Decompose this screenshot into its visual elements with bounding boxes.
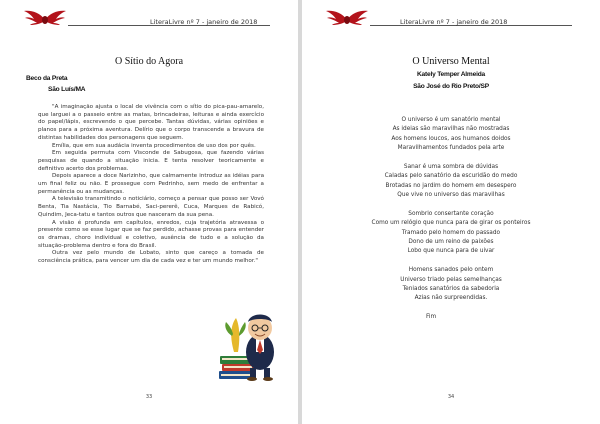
paragraph: A televisão transmitindo o noticiário, começo a pensar que posso ser Vovó Benta, Tia Nastácia, Tio Barnabé, Saci-pererê, Cuca, Marques de Rabicó, Quindim, Jeca-tatu e tantos outros que nasceram da sua pena. xyxy=(38,196,264,218)
winged-logo-icon xyxy=(22,8,68,28)
right-page xyxy=(302,0,600,424)
paragraph: Em seguida permuta com Visconde de Sabugosa, que fazendo várias pesquisas de quando a situação inicia. E tenta resolver teoricamente e definitivo acerto dos problemas. xyxy=(38,150,264,172)
poem-line: Caladas pelo sanatório da escuridão do medo xyxy=(384,173,518,180)
poem-line: Sombrio consertante coração xyxy=(408,210,494,217)
poem-line: Homens sanados pelo ontem xyxy=(408,267,494,274)
poem-line: Dono de um reino de paixões xyxy=(408,239,494,246)
poem-line: Sanar é uma sombra de dúvidas xyxy=(403,163,499,170)
winged-logo-icon xyxy=(324,8,370,28)
page-number: 34 xyxy=(447,394,455,400)
poem-line: As ideias são maravilhas não mostradas xyxy=(392,126,510,133)
poem-body xyxy=(342,116,560,323)
author-location: São Luís/MA xyxy=(48,86,86,93)
visconde-illustration xyxy=(216,296,284,382)
paragraph: Emília, que em sua audácia inventa procedimentos de uso dos por quês. xyxy=(52,142,256,149)
poem-line: Brotadas no jardim do homem em desespero xyxy=(385,182,517,189)
poem-line: Como um relógio que nunca para de girar os ponteiros xyxy=(371,220,531,227)
poem-line: Aos homens loucos, aos humanos doidos xyxy=(391,135,511,142)
poem-ending: Fim xyxy=(426,314,437,321)
poem-line: O universo é um sanatório mental xyxy=(401,117,501,123)
poem-line: Lobo que nunca para de uivar xyxy=(407,248,495,255)
paragraph: "A imaginação ajusta o local de vivência com o sítio do pica-pau-amarelo, que larguei a o passeio entre as matas, brincadeiras, leituras e ainda exercício do papel/lápis, escrevendo o que percebe. Tantas dúvidas, várias opiniões e planos para a próxima aventura. Delírio que o corpo transcende a bravura de distintas habilidades dos personagens que seguem. xyxy=(38,104,264,141)
paragraph: A visão é profunda em capítulos, enredos, cuja trajetória atravessa o presente como se esse lugar que se faz perdido, achasse provas para entender os dramas, choro individual e coletivo, ausência de tudo e a solução da situação-problema dentro e fora do Brasil. xyxy=(38,219,264,249)
author-name: Beco da Preta xyxy=(26,75,68,82)
article-body xyxy=(38,104,264,266)
poem-title: O Universo Mental xyxy=(412,56,490,67)
poem-line: Tramado pelo homem do passado xyxy=(401,229,501,236)
poem-author: Kately Temper Almeida xyxy=(417,71,485,78)
article-title: O Sítio do Agora xyxy=(114,56,184,67)
poem-location: São José do Rio Preto/SP xyxy=(413,83,489,90)
poem-line: Azias não surpreendidas. xyxy=(414,295,488,302)
poem-line: Maravilhamentos fundados pela arte xyxy=(397,145,505,152)
left-page xyxy=(0,0,298,424)
header-text: LiteraLivre nº 7 - janeiro de 2018 xyxy=(150,18,258,26)
poem-line: Universo triado pelas semelhanças xyxy=(400,276,502,283)
poem-line: Teniados sanatórios da sabedoria xyxy=(402,286,500,293)
paragraph: Depois aparece a doce Narizinho, que calmamente introduz as idéias para um final feliz ou não. E prossegue com Pedrinho, sem medo de enfrentar a permanência ou as mudanças. xyxy=(38,173,264,195)
header-text: LiteraLivre nº 7 - janeiro de 2018 xyxy=(400,18,508,26)
poem-line: Que vive no universo das maravilhas xyxy=(397,192,505,199)
page-number: 33 xyxy=(145,394,153,400)
paragraph: Outra vez pelo mundo de Lobato, sinto que careço a tomada de consciência prática, para vencer um dia de cada vez e ter um mundo melhor." xyxy=(38,250,264,265)
